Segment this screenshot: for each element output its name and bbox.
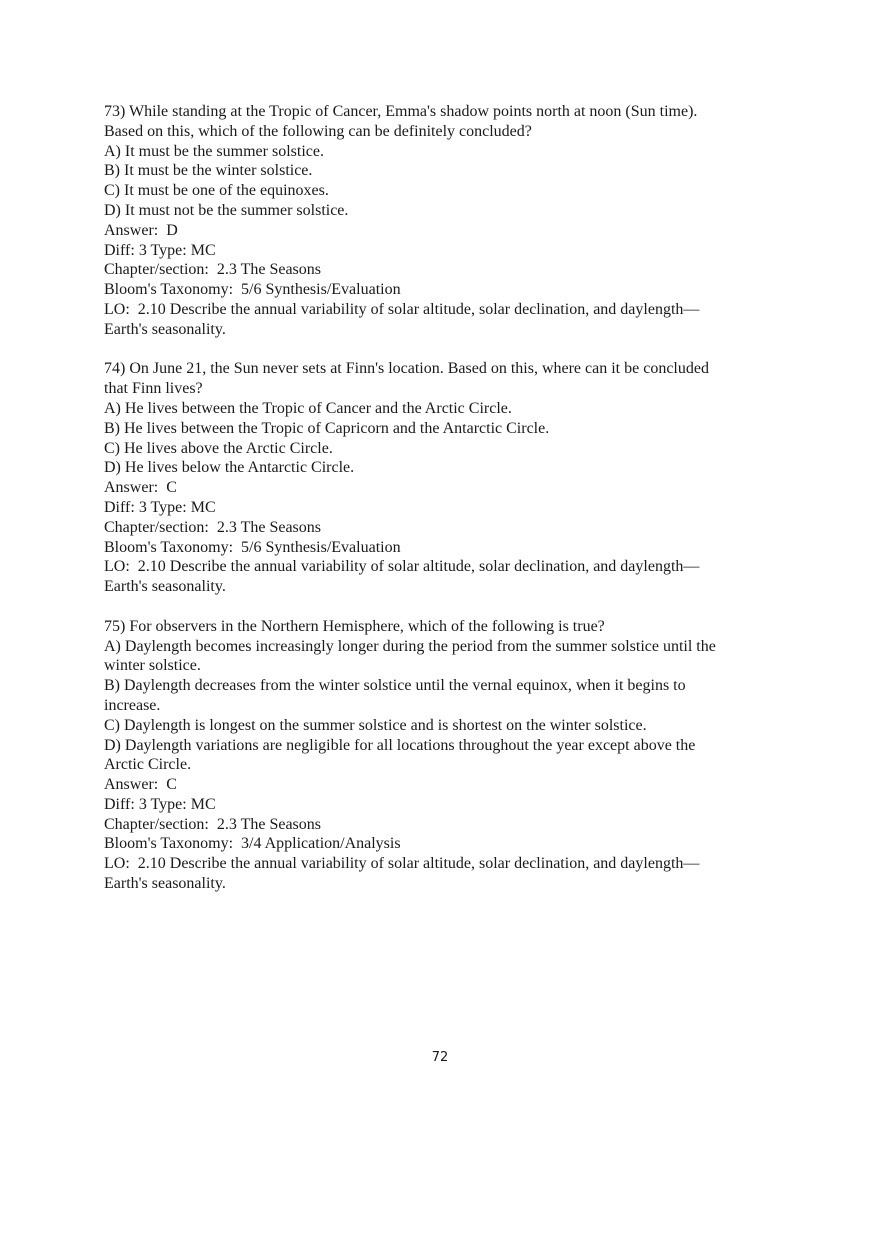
answer-key: Answer: D	[104, 221, 178, 239]
learning-objective-line: Earth's seasonality.	[104, 875, 226, 893]
question-list	[104, 102, 784, 914]
difficulty-type: Diff: 3 Type: MC	[104, 498, 216, 516]
answer-option: D) He lives below the Antarctic Circle.	[104, 459, 355, 477]
answer-option: D) It must not be the summer solstice.	[104, 201, 349, 219]
question-stem-line: 75) For observers in the Northern Hemisphere, which of the following is true?	[104, 617, 605, 635]
learning-objective-line: LO: 2.10 Describe the annual variability of solar altitude, solar declination, and daylength—	[104, 558, 700, 576]
question-block-74	[104, 359, 784, 597]
bloom-taxonomy: Bloom's Taxonomy: 5/6 Synthesis/Evaluation	[104, 538, 401, 556]
answer-option: winter solstice.	[104, 657, 201, 675]
answer-option: Arctic Circle.	[104, 756, 192, 774]
answer-option: D) Daylength variations are negligible for all locations throughout the year except above the	[104, 736, 696, 754]
answer-option: B) Daylength decreases from the winter solstice until the vernal equinox, when it begins to	[104, 677, 686, 695]
learning-objective-line: Earth's seasonality.	[104, 578, 226, 596]
question-stem-line: 73) While standing at the Tropic of Cancer, Emma's shadow points north at noon (Sun time).	[104, 103, 698, 120]
learning-objective-line: Earth's seasonality.	[104, 320, 226, 338]
answer-option: increase.	[104, 696, 161, 714]
difficulty-type: Diff: 3 Type: MC	[104, 241, 216, 259]
learning-objective-line: LO: 2.10 Describe the annual variability of solar altitude, solar declination, and daylength—	[104, 855, 700, 873]
bloom-taxonomy: Bloom's Taxonomy: 5/6 Synthesis/Evaluation	[104, 281, 401, 299]
page-number: 72	[431, 1050, 449, 1065]
bloom-taxonomy: Bloom's Taxonomy: 3/4 Application/Analysis	[104, 835, 401, 853]
learning-objective-line: LO: 2.10 Describe the annual variability of solar altitude, solar declination, and daylength—	[104, 300, 700, 318]
answer-option: C) Daylength is longest on the summer solstice and is shortest on the winter solstice.	[104, 716, 647, 734]
answer-option: A) It must be the summer solstice.	[104, 142, 324, 160]
chapter-section: Chapter/section: 2.3 The Seasons	[104, 261, 321, 279]
question-block-73	[104, 102, 784, 340]
answer-option: B) It must be the winter solstice.	[104, 162, 313, 180]
answer-option: C) It must be one of the equinoxes.	[104, 182, 329, 200]
question-stem-line: 74) On June 21, the Sun never sets at Finn's location. Based on this, where can it be concluded	[104, 360, 709, 378]
difficulty-type: Diff: 3 Type: MC	[104, 795, 216, 813]
answer-key: Answer: C	[104, 776, 177, 794]
chapter-section: Chapter/section: 2.3 The Seasons	[104, 518, 321, 536]
chapter-section: Chapter/section: 2.3 The Seasons	[104, 815, 321, 833]
answer-option: A) Daylength becomes increasingly longer during the period from the summer solstice until the	[104, 637, 716, 655]
question-stem-line: Based on this, which of the following can be definitely concluded?	[104, 122, 532, 140]
question-stem-line: that Finn lives?	[104, 380, 203, 398]
answer-option: A) He lives between the Tropic of Cancer and the Arctic Circle.	[104, 399, 512, 417]
answer-option: B) He lives between the Tropic of Capricorn and the Antarctic Circle.	[104, 419, 550, 437]
answer-option: C) He lives above the Arctic Circle.	[104, 439, 333, 457]
question-block-75	[104, 617, 784, 894]
answer-key: Answer: C	[104, 479, 177, 497]
